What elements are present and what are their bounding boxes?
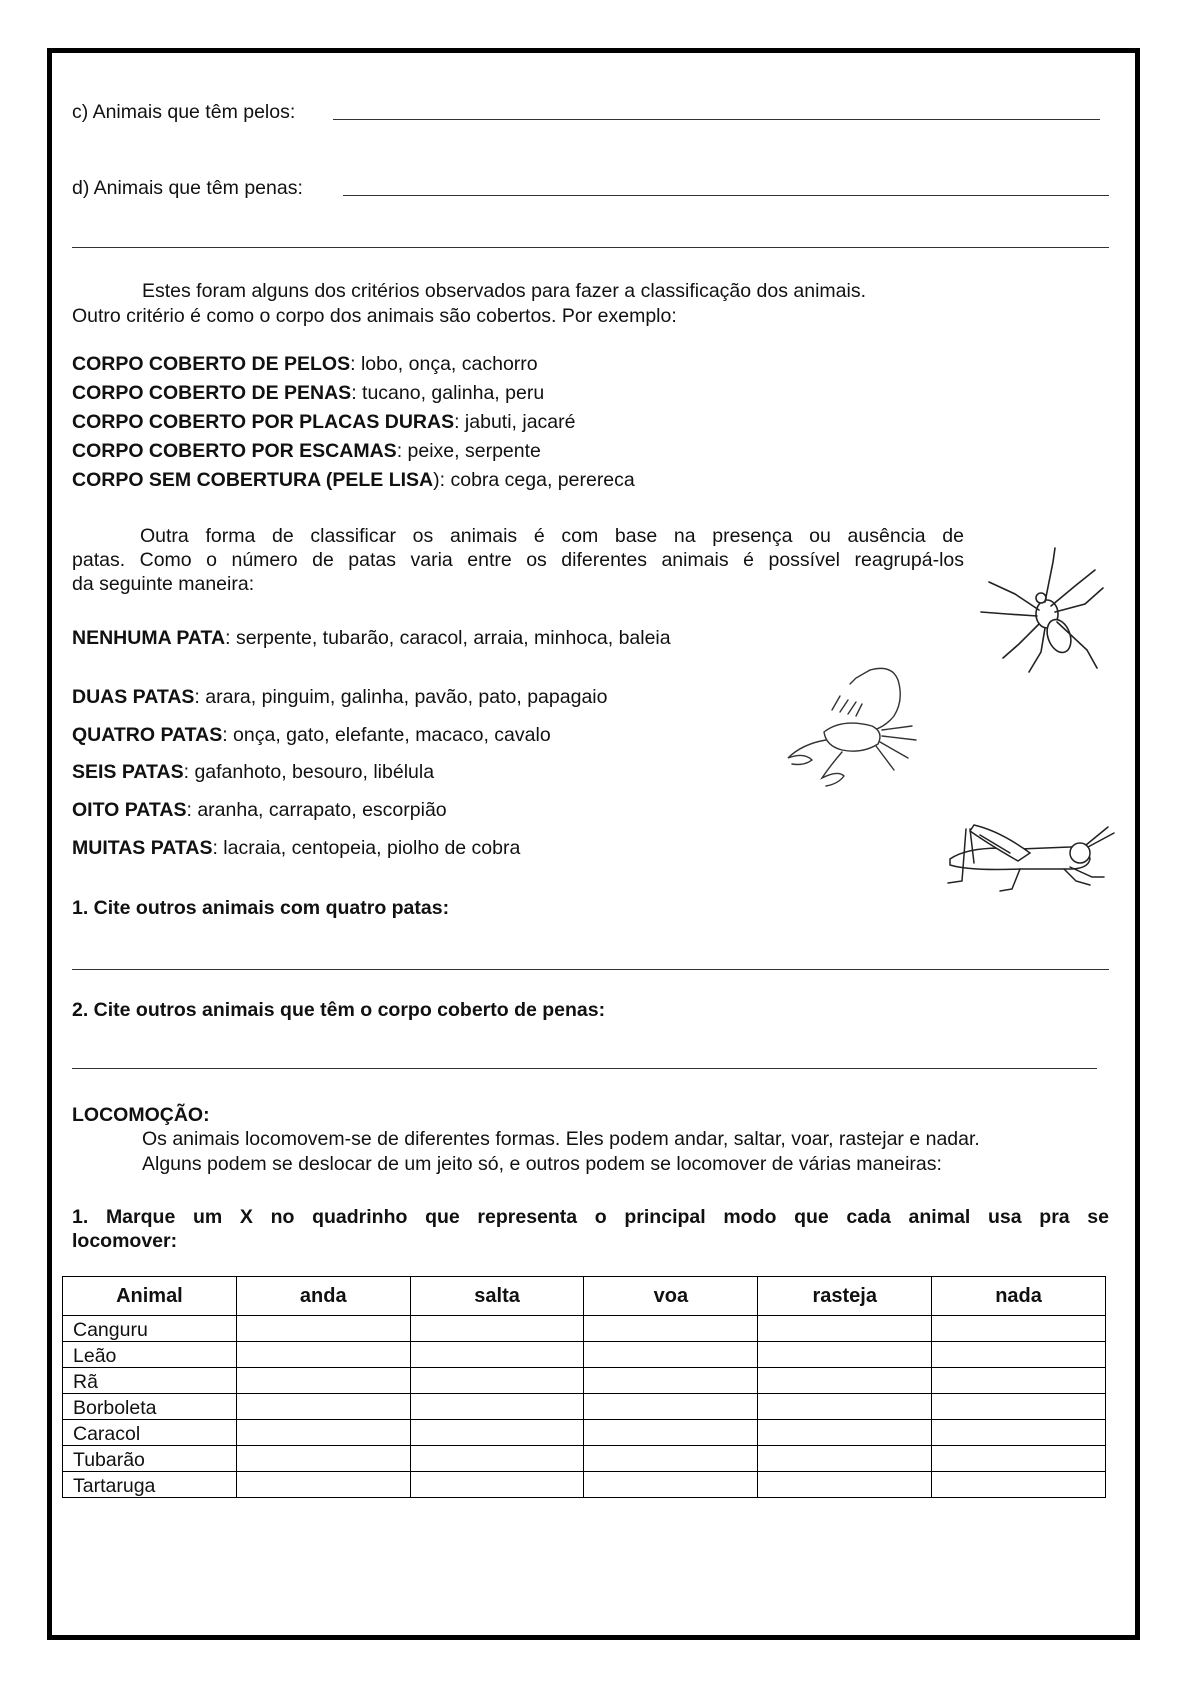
- legs-item: [72, 685, 607, 709]
- question-c-label: c) Animais que têm pelos:: [72, 101, 296, 123]
- checkbox-cell-nada[interactable]: [932, 1394, 1106, 1420]
- legs-examples: : serpente, tubarão, caracol, arraia, minhoca, baleia: [225, 627, 671, 649]
- covering-examples: : jabuti, jacaré: [454, 411, 576, 433]
- checkbox-cell-nada[interactable]: [932, 1342, 1106, 1368]
- animal-name: Caracol: [63, 1420, 237, 1446]
- checkbox-cell-nada[interactable]: [932, 1420, 1106, 1446]
- grasshopper-illustration: [930, 805, 1120, 895]
- checkbox-cell-anda[interactable]: [236, 1472, 410, 1498]
- covering-item: [72, 410, 576, 434]
- legs-label: NENHUMA PATA: [72, 627, 226, 649]
- legs-intro-paragraph: [72, 524, 964, 596]
- legs-examples: : gafanhoto, besouro, libélula: [183, 761, 435, 783]
- checkbox-cell-rasteja[interactable]: [758, 1420, 932, 1446]
- scorpion-illustration: [782, 660, 932, 790]
- spider-illustration: [975, 540, 1115, 680]
- covering-label: CORPO COBERTO DE PENAS: [72, 382, 352, 404]
- legs-item: [72, 626, 671, 650]
- checkbox-cell-nada[interactable]: [932, 1316, 1106, 1342]
- covering-examples: : peixe, serpente: [396, 440, 541, 462]
- checkbox-cell-salta[interactable]: [410, 1342, 584, 1368]
- checkbox-cell-anda[interactable]: [236, 1394, 410, 1420]
- animal-name: Tubarão: [63, 1446, 237, 1472]
- covering-examples: : tucano, galinha, peru: [351, 382, 545, 404]
- checkbox-cell-nada[interactable]: [932, 1472, 1106, 1498]
- checkbox-cell-salta[interactable]: [410, 1446, 584, 1472]
- checkbox-cell-anda[interactable]: [236, 1342, 410, 1368]
- checkbox-cell-voa[interactable]: [584, 1420, 758, 1446]
- table-row: [63, 1368, 1106, 1394]
- covering-examples: ): cobra cega, perereca: [433, 469, 635, 491]
- covering-item: [72, 468, 635, 492]
- header-nada: nada: [932, 1277, 1106, 1316]
- legs-label: MUITAS PATAS: [72, 837, 213, 859]
- intro-line-2: Outro critério é como o corpo dos animais são cobertos. Por exemplo:: [72, 305, 677, 327]
- checkbox-cell-salta[interactable]: [410, 1316, 584, 1342]
- intro-line-1: Estes foram alguns dos critérios observados para fazer a classificação dos animais.: [142, 280, 867, 302]
- animal-name: Borboleta: [63, 1394, 237, 1420]
- answer-line-c[interactable]: [333, 119, 1100, 120]
- header-voa: voa: [584, 1277, 758, 1316]
- covering-label: CORPO COBERTO DE PELOS: [72, 353, 351, 375]
- animal-name: Canguru: [63, 1316, 237, 1342]
- exercise-1-question: 1. Cite outros animais com quatro patas:: [72, 897, 450, 919]
- header-salta: salta: [410, 1277, 584, 1316]
- locomotion-instruction-line-2: locomover:: [72, 1230, 178, 1252]
- legs-label: QUATRO PATAS: [72, 724, 223, 746]
- animal-name: Tartaruga: [63, 1472, 237, 1498]
- checkbox-cell-anda[interactable]: [236, 1316, 410, 1342]
- locomotion-title: LOCOMOÇÃO:: [72, 1104, 210, 1126]
- animal-name: Rã: [63, 1368, 237, 1394]
- locomotion-line-1: Os animais locomovem-se de diferentes formas. Eles podem andar, saltar, voar, rastejar e nadar.: [142, 1128, 980, 1150]
- legs-item: [72, 798, 447, 822]
- legs-item: [72, 723, 551, 747]
- exercise-2-answer-line[interactable]: [72, 1068, 1097, 1069]
- header-rasteja: rasteja: [758, 1277, 932, 1316]
- legs-label: SEIS PATAS: [72, 761, 184, 783]
- answer-line-d-continued[interactable]: [72, 247, 1109, 248]
- legs-intro-line-3: da seguinte maneira:: [72, 573, 255, 595]
- checkbox-cell-salta[interactable]: [410, 1394, 584, 1420]
- table-row: [63, 1420, 1106, 1446]
- checkbox-cell-nada[interactable]: [932, 1446, 1106, 1472]
- checkbox-cell-voa[interactable]: [584, 1316, 758, 1342]
- checkbox-cell-anda[interactable]: [236, 1446, 410, 1472]
- table-row: [63, 1316, 1106, 1342]
- covering-item: [72, 439, 541, 463]
- checkbox-cell-voa[interactable]: [584, 1446, 758, 1472]
- covering-item: [72, 352, 538, 376]
- checkbox-cell-voa[interactable]: [584, 1342, 758, 1368]
- locomotion-table: [62, 1276, 1106, 1498]
- covering-label: CORPO SEM COBERTURA (PELE LISA: [72, 469, 434, 491]
- checkbox-cell-voa[interactable]: [584, 1394, 758, 1420]
- question-d-label: d) Animais que têm penas:: [72, 177, 303, 199]
- checkbox-cell-anda[interactable]: [236, 1420, 410, 1446]
- legs-examples: : arara, pinguim, galinha, pavão, pato, papagaio: [194, 686, 608, 708]
- checkbox-cell-nada[interactable]: [932, 1368, 1106, 1394]
- answer-line-d[interactable]: [343, 195, 1109, 196]
- header-animal: Animal: [63, 1277, 237, 1316]
- covering-item: [72, 381, 544, 405]
- table-row: [63, 1342, 1106, 1368]
- table-row: [63, 1472, 1106, 1498]
- legs-item: [72, 836, 520, 860]
- legs-item: [72, 760, 434, 784]
- legs-label: OITO PATAS: [72, 799, 187, 821]
- table-row: [63, 1446, 1106, 1472]
- legs-examples: : aranha, carrapato, escorpião: [186, 799, 447, 821]
- checkbox-cell-salta[interactable]: [410, 1472, 584, 1498]
- checkbox-cell-rasteja[interactable]: [758, 1472, 932, 1498]
- checkbox-cell-salta[interactable]: [410, 1368, 584, 1394]
- covering-label: CORPO COBERTO POR ESCAMAS: [72, 440, 397, 462]
- exercise-1-answer-line[interactable]: [72, 969, 1109, 970]
- checkbox-cell-rasteja[interactable]: [758, 1316, 932, 1342]
- checkbox-cell-voa[interactable]: [584, 1368, 758, 1394]
- covering-label: CORPO COBERTO POR PLACAS DURAS: [72, 411, 455, 433]
- legs-examples: : lacraia, centopeia, piolho de cobra: [212, 837, 521, 859]
- legs-label: DUAS PATAS: [72, 686, 195, 708]
- legs-intro-line-1: Outra forma de classificar os animais é com base na presença ou ausência de: [140, 525, 964, 547]
- animal-name: Leão: [63, 1342, 237, 1368]
- table-header-row: [63, 1277, 1106, 1316]
- legs-intro-line-2: patas. Como o número de patas varia entre os diferentes animais é possível reagrupá-los: [72, 549, 964, 571]
- checkbox-cell-rasteja[interactable]: [758, 1394, 932, 1420]
- checkbox-cell-rasteja[interactable]: [758, 1342, 932, 1368]
- checkbox-cell-rasteja[interactable]: [758, 1368, 932, 1394]
- exercise-2-question: 2. Cite outros animais que têm o corpo coberto de penas:: [72, 999, 606, 1021]
- checkbox-cell-salta[interactable]: [410, 1420, 584, 1446]
- checkbox-cell-voa[interactable]: [584, 1472, 758, 1498]
- table-row: [63, 1394, 1106, 1420]
- header-anda: anda: [236, 1277, 410, 1316]
- checkbox-cell-anda[interactable]: [236, 1368, 410, 1394]
- locomotion-instruction-line-1: 1. Marque um X no quadrinho que representa o principal modo que cada animal usa pra se: [72, 1206, 1109, 1228]
- legs-examples: : onça, gato, elefante, macaco, cavalo: [222, 724, 551, 746]
- locomotion-line-2: Alguns podem se deslocar de um jeito só, e outros podem se locomover de várias maneiras:: [142, 1153, 942, 1175]
- checkbox-cell-rasteja[interactable]: [758, 1446, 932, 1472]
- covering-examples: : lobo, onça, cachorro: [350, 353, 538, 375]
